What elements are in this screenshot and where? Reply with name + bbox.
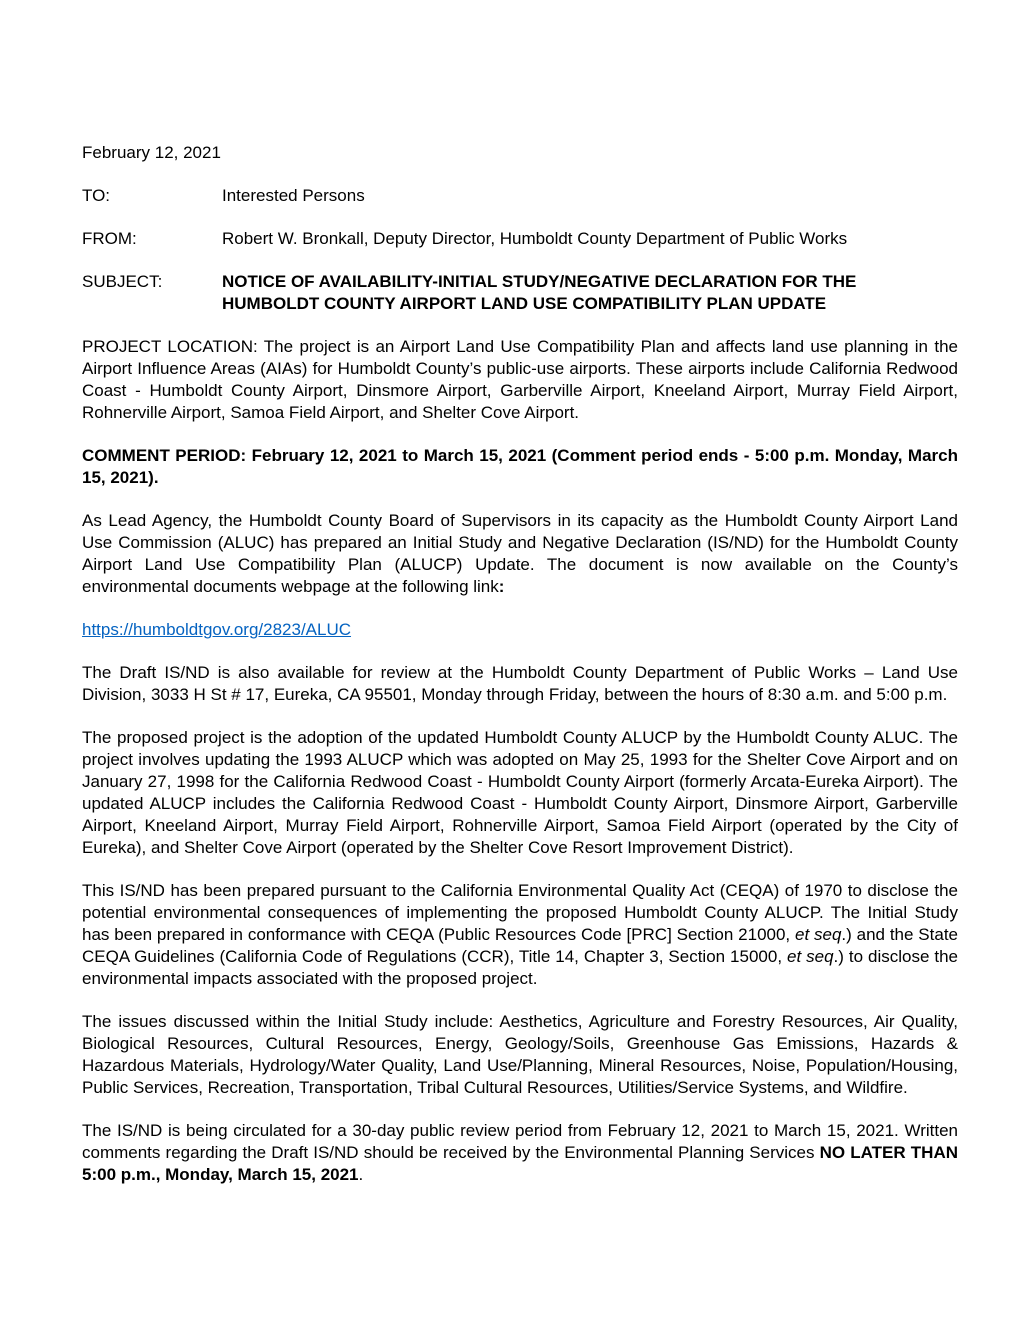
paragraph-ceqa [82, 880, 958, 990]
subject-value: NOTICE OF AVAILABILITY-INITIAL STUDY/NEGATIVE DECLARATION FOR THE HUMBOLDT COUNTY AIRPORT LAND USE COMPATIBILITY PLAN UPDATE [222, 272, 857, 313]
ceqa-et-seq-2: et seq [787, 947, 834, 966]
date-line: February 12, 2021 [82, 143, 221, 162]
from-value: Robert W. Bronkall, Deputy Director, Humboldt County Department of Public Works [222, 229, 848, 248]
memo-subject-row [82, 271, 958, 315]
ceqa-text-3: .) to disclose the environmental impacts associated with the proposed project. [82, 947, 959, 988]
review-deadline-text: NO LATER THAN 5:00 p.m., Monday, March 15, 2021 [82, 1143, 959, 1184]
paragraph-draft-availability: The Draft IS/ND is also available for review at the Humboldt County Department of Public Works – Land Use Division, 3033 H St # 17, Eureka, CA 95501, Monday through Friday, between the hours of 8:30 a.m. and 5:00 p.m. [82, 663, 958, 704]
ceqa-text-2: .) and the State CEQA Guidelines (California Code of Regulations (CCR), Title 14, Chapter 3, Section 15000, [82, 925, 958, 966]
ceqa-et-seq-1: et seq [795, 925, 842, 944]
subject-label: SUBJECT: [82, 272, 163, 291]
to-value: Interested Persons [222, 186, 365, 205]
lead-agency-text: As Lead Agency, the Humboldt County Board of Supervisors in its capacity as the Humboldt County Airport Land Use Commission (ALUC) has prepared an Initial Study and Negative Declaration (IS/ND) for the Humboldt County Airport Land Use Compatibility Plan (ALUCP) Update. The document is now available on the County’s environmental documents webpage at the following link [82, 511, 958, 596]
paragraph-review-period [82, 1120, 958, 1186]
paragraph-proposed-project: The proposed project is the adoption of the updated Humboldt County ALUCP by the Humboldt County ALUC. The project involves updating the 1993 ALUCP which was adopted on May 25, 1993 for the Shelter Cove Airport and on January 27, 1998 for the California Redwood Coast - Humboldt County Airport (formerly Arcata-Eureka Airport). The updated ALUCP includes the California Redwood Coast - Humboldt County Airport, Dinsmore Airport, Garberville Airport, Kneeland Airport, Murray Field Airport, Rohnerville Airport, Samoa Field Airport (operated by the City of Eureka), and Shelter Cove Airport (operated by the Shelter Cove Resort Improvement District). [82, 728, 958, 857]
memo-from-row [82, 228, 958, 250]
to-label: TO: [82, 186, 111, 205]
paragraph-project-location: PROJECT LOCATION: The project is an Airport Land Use Compatibility Plan and affects land use planning in the Airport Influence Areas (AIAs) for Humboldt County’s public-use airports. These airports include California Redwood Coast - Humboldt County Airport, Dinsmore Airport, Garberville Airport, Kneeland Airport, Murray Field Airport, Rohnerville Airport, Samoa Field Airport, and Shelter Cove Airport. [82, 337, 958, 422]
review-period-text: The IS/ND is being circulated for a 30-day public review period from February 12, 2021 to March 15, 2021. Written comments regarding the Draft IS/ND should be received by the Environmental Planning Services [82, 1121, 958, 1162]
lead-agency-colon: : [498, 577, 505, 596]
ceqa-text-1: This IS/ND has been prepared pursuant to the California Environmental Quality Act (CEQA) of 1970 to disclose the potential environmental consequences of implementing the proposed Humboldt County ALUCP. The Initial Study has been prepared in conformance with CEQA (Public Resources Code [PRC] Section 21000, [82, 881, 958, 944]
paragraph-comment-period: COMMENT PERIOD: February 12, 2021 to March 15, 2021 (Comment period ends - 5:00 p.m. Monday, March 15, 2021). [82, 446, 958, 487]
paragraph-lead-agency [82, 510, 958, 598]
from-label: FROM: [82, 229, 137, 248]
environmental-documents-link[interactable]: https://humboldtgov.org/2823/ALUC [82, 620, 352, 639]
review-period-end: . [358, 1165, 364, 1184]
memo-to-row [82, 185, 958, 207]
paragraph-link [82, 619, 958, 641]
paragraph-issues: The issues discussed within the Initial Study include: Aesthetics, Agriculture and Forestry Resources, Air Quality, Biological Resources, Cultural Resources, Energy, Geology/Soils, Greenhouse Gas Emissions, Hazards & Hazardous Materials, Hydrology/Water Quality, Land Use/Planning, Mineral Resources, Noise, Population/Housing, Public Services, Recreation, Transportation, Tribal Cultural Resources, Utilities/Service Systems, and Wildfire. [82, 1012, 958, 1097]
